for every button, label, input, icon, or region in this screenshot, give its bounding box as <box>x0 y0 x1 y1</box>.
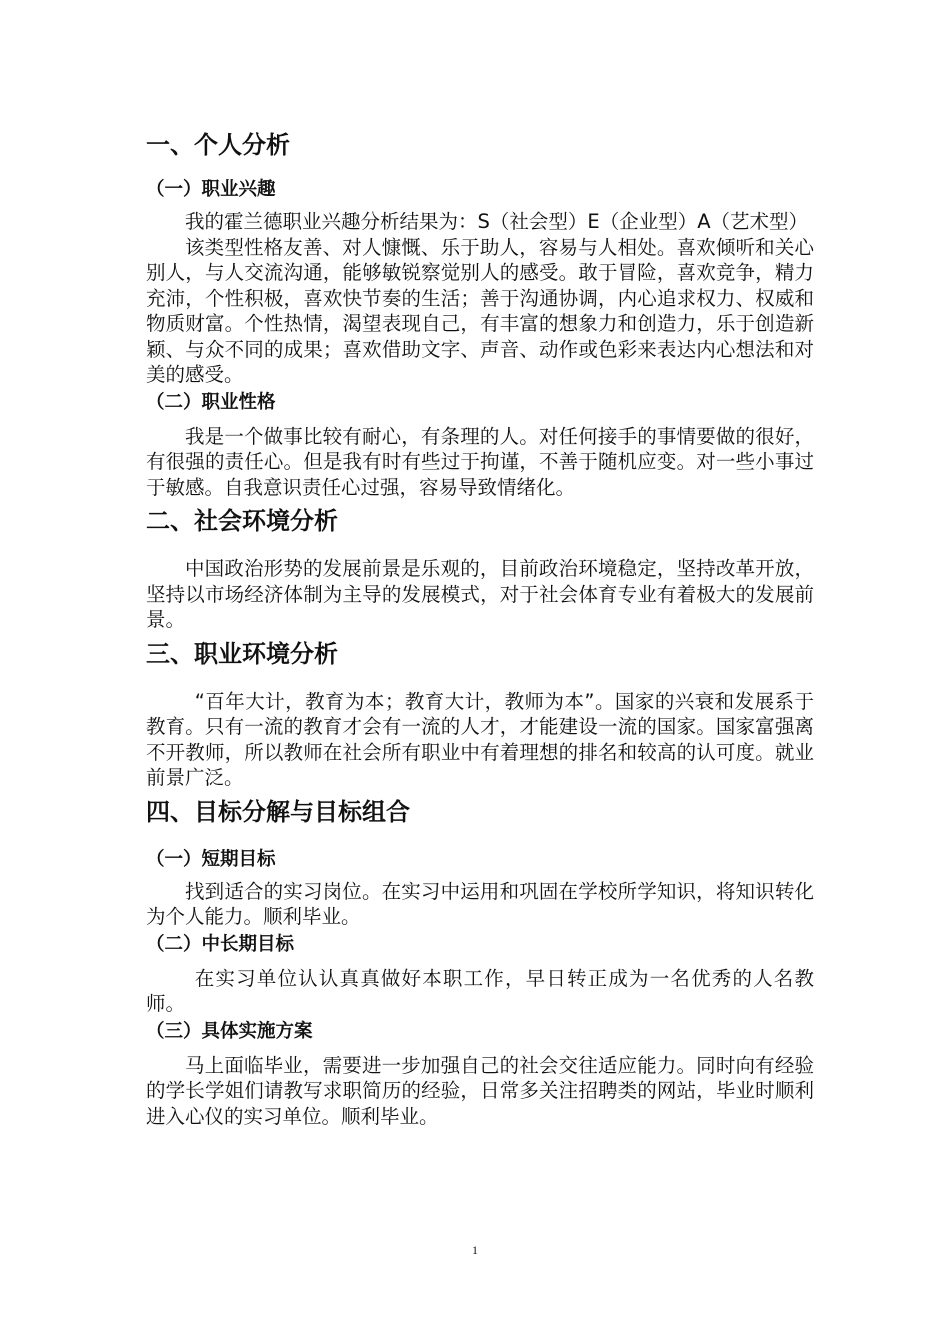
paragraph-personality: 我是一个做事比较有耐心，有条理的人。对任何接手的事情要做的很好，有很强的责任心。但是我有时有些过于拘谨，不善于随机应变。对一些小事过于敏感。自我意识责任心过强，容易导致情绪化。 <box>146 424 814 499</box>
paragraph-implementation-plan: 马上面临毕业，需要进一步加强自己的社会交往适应能力。同时向有经验的学长学姐们请教写求职简历的经验，日常多关注招聘类的网站，毕业时顺利进入心仪的实习单位。顺利毕业。 <box>146 1053 814 1128</box>
section-heading-social-environment: 二、社会环境分析 <box>146 507 338 535</box>
subheading-long-term-goal: （二）中长期目标 <box>146 933 295 955</box>
paragraph-career-environment: “百年大计，教育为本；教育大计，教师为本”。国家的兴衰和发展系于教育。只有一流的教育才会有一流的人才，才能建设一流的国家。国家富强离不开教师，所以教师在社会所有职业中有着理想的排名和较高的认可度。就业前景广泛。 <box>146 689 814 789</box>
subheading-career-interest: （一）职业兴趣 <box>146 179 276 200</box>
section-heading-personal-analysis: 一、个人分析 <box>146 131 290 159</box>
paragraph-social-environment: 中国政治形势的发展前景是乐观的，目前政治环境稳定，坚持改革开放，坚持以市场经济体制为主导的发展模式，对于社会体育专业有着极大的发展前景。 <box>146 557 814 631</box>
document-body <box>146 128 814 1129</box>
paragraph-short-term-goal: 找到适合的实习岗位。在实习中运用和巩固在学校所学知识，将知识转化为个人能力。顺利毕业。 <box>146 879 814 928</box>
section-heading-goal-decomposition: 四、目标分解与目标组合 <box>146 797 410 826</box>
paragraph-holland-result: 我的霍兰德职业兴趣分析结果为：S（社会型）E（企业型）A（艺术型） <box>185 210 809 233</box>
subheading-implementation-plan: （三）具体实施方案 <box>146 1020 313 1042</box>
paragraph-interest-description: 该类型性格友善、对人慷慨、乐于助人，容易与人相处。喜欢倾听和关心别人，与人交流沟通，能够敏锐察觉别人的感受。敢于冒险，喜欢竞争，精力充沛，个性积极，喜欢快节奏的生活；善于沟通协调，内心追求权力、权威和物质财富。个性热情，渴望表现自己，有丰富的想象力和创造力，乐于创造新颖、与众不同的成果；喜欢借助文字、声音、动作或色彩来表达内心想法和对美的感受。 <box>146 235 814 386</box>
subheading-short-term-goal: （一）短期目标 <box>146 848 276 870</box>
paragraph-long-term-goal: 在实习单位认认真真做好本职工作，早日转正成为一名优秀的人名教师。 <box>146 966 814 1015</box>
subheading-career-personality: （二）职业性格 <box>146 391 276 413</box>
page-number: 1 <box>472 1243 478 1257</box>
section-heading-career-environment: 三、职业环境分析 <box>146 639 338 668</box>
